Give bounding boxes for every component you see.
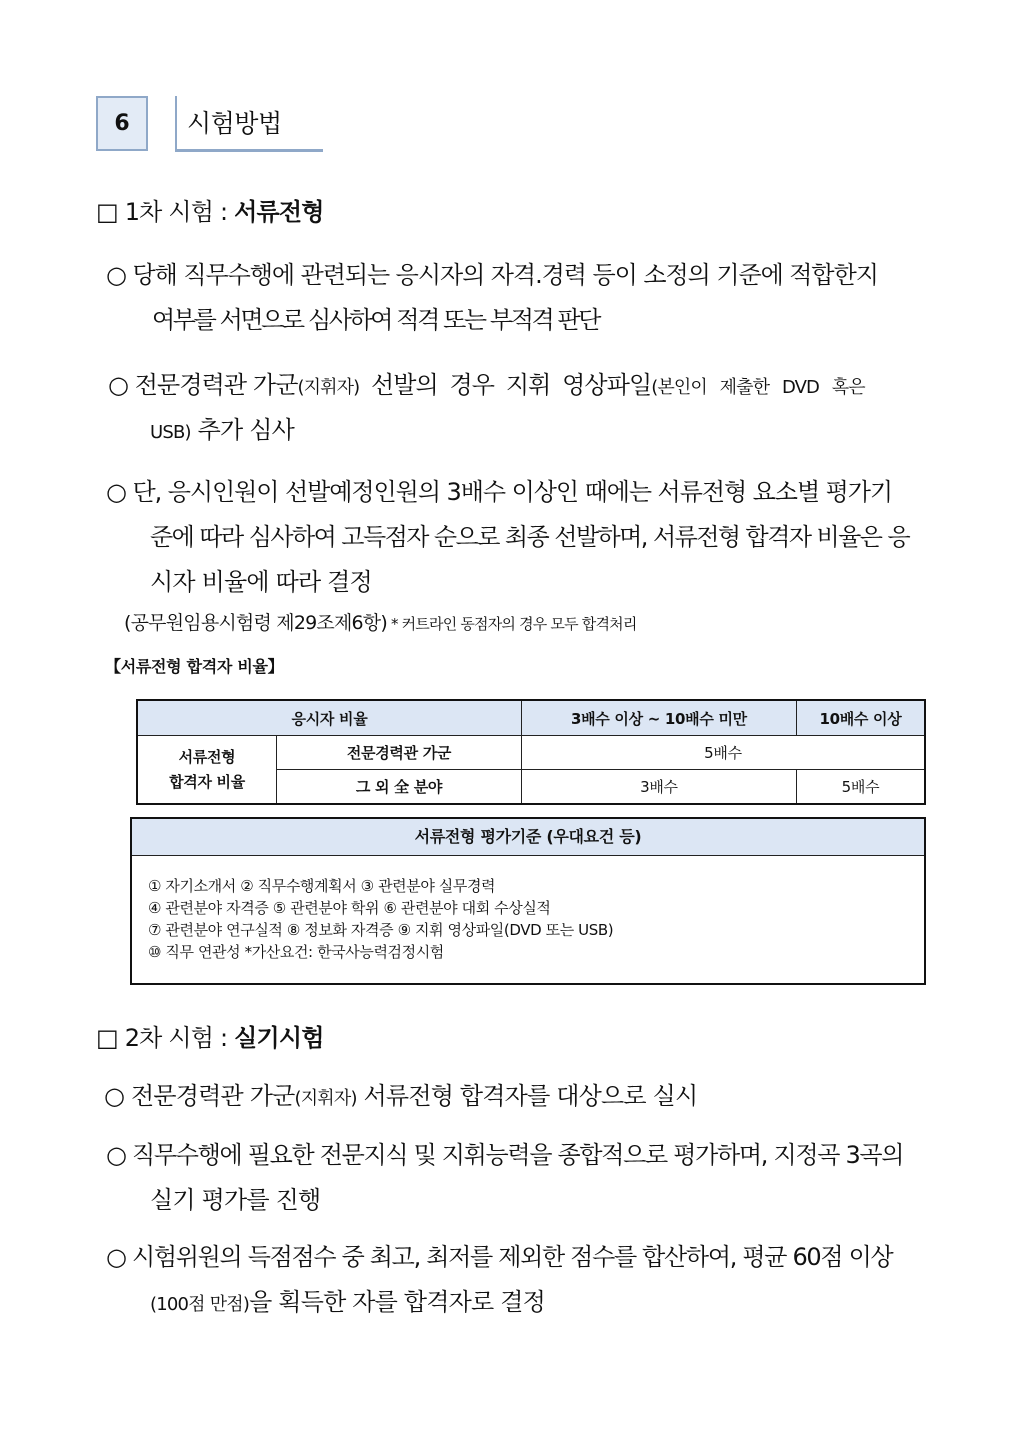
- bullet2-text-a: ○ 전문경력관 가군: [108, 371, 298, 399]
- exam1-name: 서류전형: [234, 198, 324, 226]
- exam2-bullet2-line2: 실기 평가를 진행: [150, 1186, 321, 1214]
- criteria-line: ① 자기소개서 ② 직무수행계획서 ③ 관련분야 실무경력: [148, 877, 496, 895]
- criteria-box: [130, 817, 926, 985]
- row-name-other: 그 외 全 분야: [277, 770, 522, 805]
- row-professional-value: 5배수: [521, 736, 925, 770]
- row-name-professional: 전문경력관 가군: [277, 736, 522, 770]
- note-main: (공무원임용시험령 제29조제6항): [124, 612, 387, 634]
- exam2-prefix: □ 2차 시험 :: [96, 1024, 235, 1052]
- section-number: 6: [96, 96, 148, 151]
- exam2-bullet3-rest: 을 획득한 자를 합격자로 결정: [249, 1288, 546, 1316]
- table-row: [137, 736, 925, 770]
- exam2-bullet1-c: 서류전형 합격자를 대상으로 실시: [356, 1082, 698, 1110]
- exam1-bullet2-line1: [108, 365, 865, 400]
- bullet2-extra: 추가 심사: [190, 416, 294, 444]
- criteria-title: 서류전형 평가기준 (우대요건 등): [132, 819, 924, 856]
- bullet2-text-b: (지휘자): [297, 377, 360, 398]
- exam1-heading: [96, 192, 324, 227]
- exam1-bullet3-line3: 시자 비율에 따라 결정: [150, 568, 372, 596]
- exam2-bullet3-line2: [150, 1282, 545, 1317]
- bullet2-text-d: (본인이 제출한 DVD 혹은: [651, 377, 865, 398]
- criteria-line: ⑩ 직무 연관성 *가산요건: 한국사능력검정시험: [148, 943, 444, 961]
- note-sub: * 커트라인 동점자의 경우 모두 합격처리: [386, 615, 637, 633]
- section-title: 시험방법: [187, 109, 282, 138]
- exam2-bullet1-b: (지휘자): [294, 1088, 357, 1109]
- table-header-row: [137, 700, 925, 736]
- exam2-bullet2-line1: ○ 직무수행에 필요한 전문지식 및 지휘능력을 종합적으로 평가하며, 지정곡 3곡의: [106, 1141, 904, 1169]
- bullet2-usb: USB): [150, 422, 191, 443]
- criteria-line: ④ 관련분야 자격증 ⑤ 관련분야 학위 ⑥ 관련분야 대회 수상실적: [148, 899, 551, 917]
- ratio-table-label: 【서류전형 합격자 비율】: [105, 657, 284, 676]
- row-other-3x: 3배수: [521, 770, 796, 805]
- ratio-table: [136, 699, 926, 805]
- exam2-heading: [96, 1018, 324, 1053]
- header-applicant-ratio: 응시자 비율: [137, 700, 521, 736]
- exam2-name: 실기시험: [234, 1024, 324, 1052]
- row-group-line2: 합격자 비율: [169, 772, 245, 791]
- exam2-bullet1-a: ○ 전문경력관 가군: [104, 1082, 295, 1110]
- exam2-bullet1: [104, 1076, 697, 1111]
- exam1-note: [124, 608, 637, 635]
- exam2-bullet3-line1: ○ 시험위원의 득점점수 중 최고, 최저를 제외한 점수를 합산하여, 평균 60점 이상: [106, 1243, 893, 1271]
- bullet2-text-c: 선발의 경우 지휘 영상파일: [359, 371, 652, 399]
- exam1-prefix: □ 1차 시험 :: [96, 198, 235, 226]
- exam1-bullet2-line2: [150, 410, 294, 445]
- exam1-bullet3-line2: 준에 따라 심사하여 고득점자 순으로 최종 선발하며, 서류전형 합격자 비율은 응: [150, 523, 910, 551]
- exam1-bullet1-line1: ○ 당해 직무수행에 관련되는 응시자의 자격.경력 등이 소정의 기준에 적합한지: [106, 261, 878, 289]
- exam1-bullet1-line2: 여부를 서면으로 심사하여 적격 또는 부적격 판단: [152, 306, 600, 334]
- exam1-bullet3-line1: ○ 단, 응시인원이 선발예정인원의 3배수 이상인 때에는 서류전형 요소별 평가기: [106, 478, 893, 506]
- header-3x-10x: 3배수 이상 ~ 10배수 미만: [521, 700, 796, 736]
- exam2-bullet3-paren: (100점 만점): [150, 1294, 250, 1315]
- section-title-box: [175, 96, 323, 152]
- row-group-line1: 서류전형: [178, 747, 236, 766]
- row-group-label: [137, 736, 277, 805]
- row-other-10x: 5배수: [796, 770, 925, 805]
- criteria-line: ⑦ 관련분야 연구실적 ⑧ 정보화 자격증 ⑨ 지휘 영상파일(DVD 또는 USB): [148, 921, 614, 939]
- header-10x: 10배수 이상: [796, 700, 925, 736]
